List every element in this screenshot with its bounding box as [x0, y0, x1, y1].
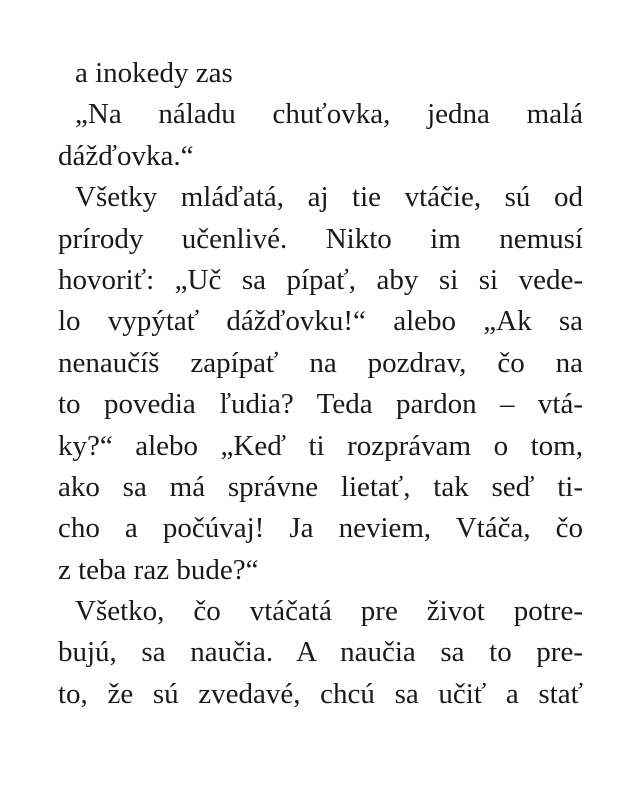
text-line: hovoriť: „Uč sa pípať, aby si si vede- [58, 263, 583, 296]
paragraph [58, 53, 583, 94]
text-line: nenaučíš zapípať na pozdrav, čo na [58, 346, 583, 379]
book-page [58, 53, 583, 715]
text-line: „Na náladu chuťovka, jedna malá [75, 98, 583, 131]
paragraph [58, 177, 583, 591]
paragraph [58, 94, 583, 177]
text-line: Všetky mláďatá, aj tie vtáčie, sú od [75, 181, 583, 214]
paragraph [58, 591, 583, 715]
text-line: to povedia ľudia? Teda pardon – vtá- [58, 388, 583, 421]
text-line: bujú, sa naučia. A naučia sa to pre- [58, 636, 583, 669]
text-line: ako sa má správne lietať, tak seď ti- [58, 470, 583, 503]
text-line: to, že sú zvedavé, chcú sa učiť a stať [58, 677, 583, 710]
text-line: ky?“ alebo „Keď ti rozprávam o tom, [58, 429, 583, 462]
text-line: prírody učenlivé. Nikto im nemusí [58, 222, 583, 255]
text-line: cho a počúvaj! Ja neviem, Vtáča, čo [58, 512, 583, 545]
text-line: dážďovka.“ [58, 139, 194, 172]
text-line: Všetko, čo vtáčatá pre život potre- [75, 595, 583, 628]
text-line: z teba raz bude?“ [58, 553, 259, 586]
text-line: lo vypýtať dážďovku!“ alebo „Ak sa [58, 305, 583, 338]
text-line: a inokedy zas [75, 57, 233, 89]
